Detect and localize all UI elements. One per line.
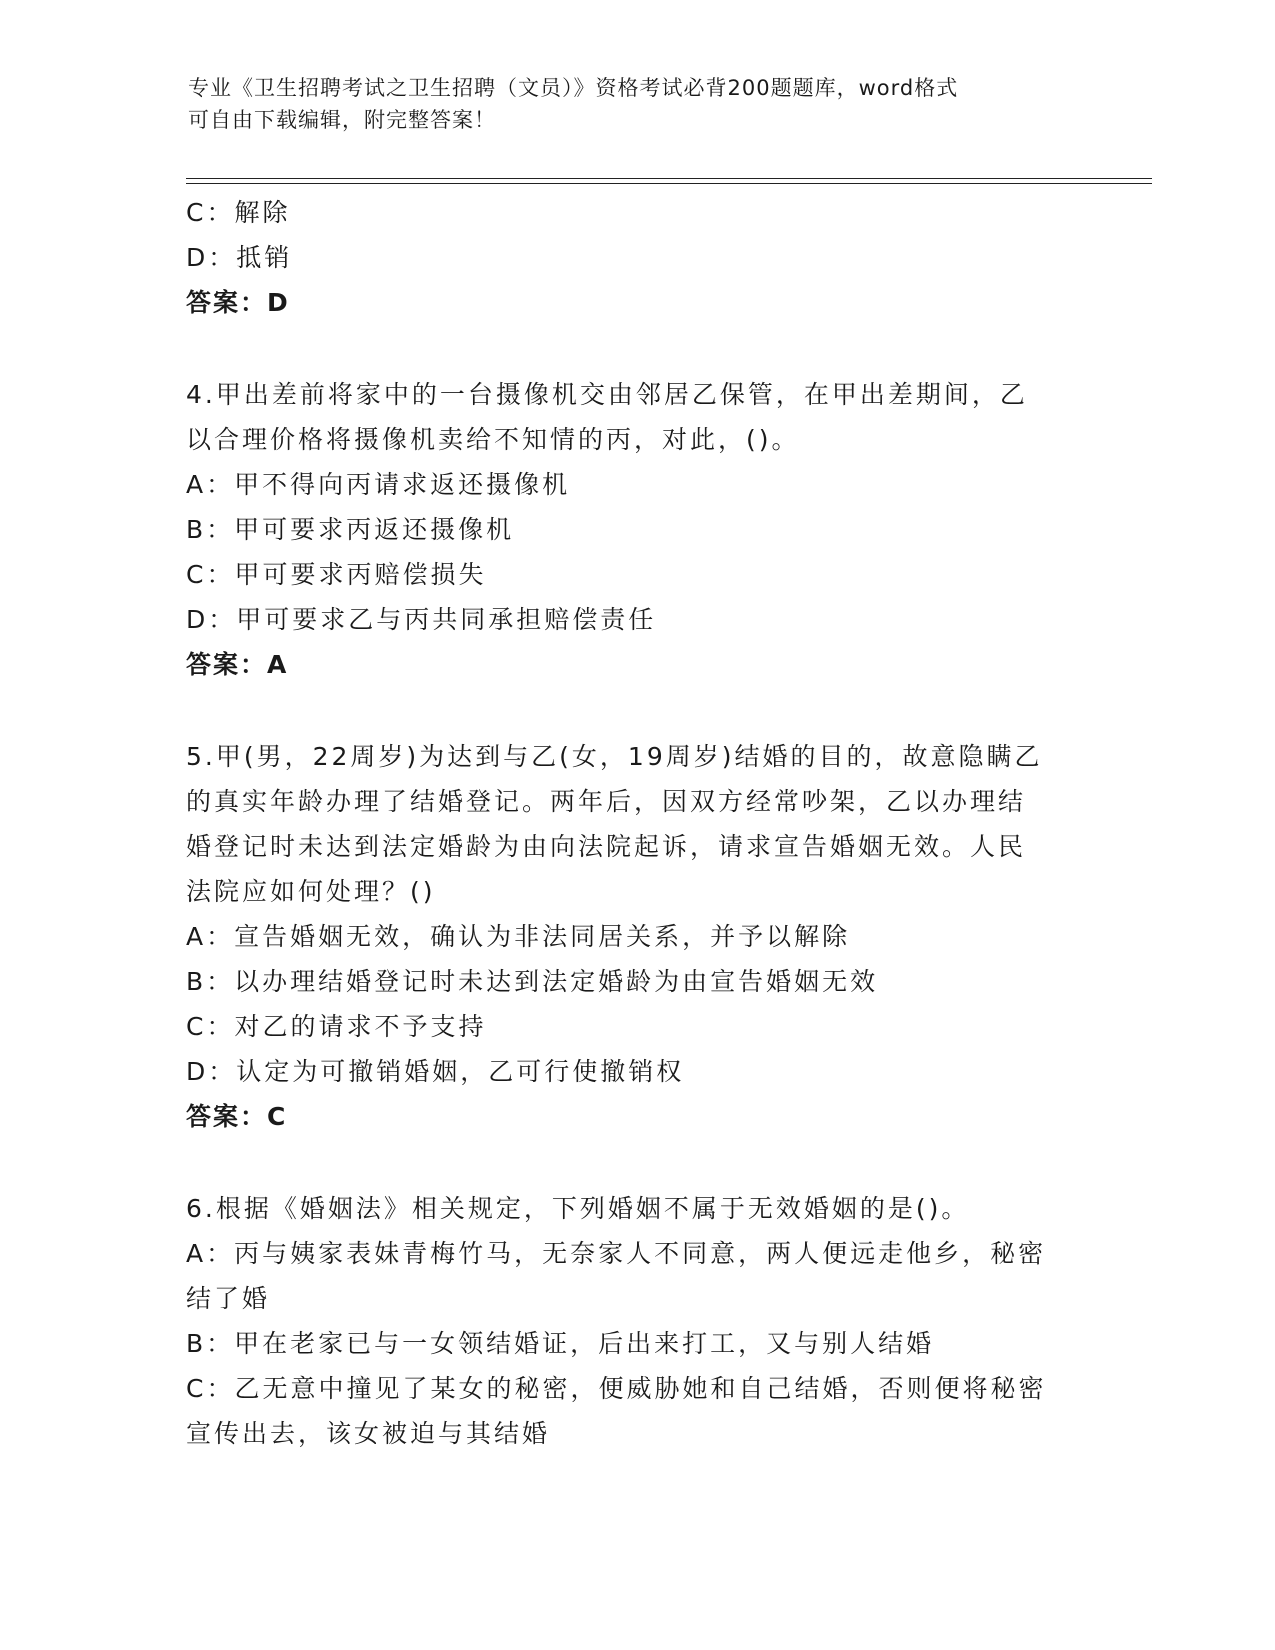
question-3-answer: 答案：D	[186, 288, 290, 317]
header-divider-bottom	[186, 183, 1152, 184]
question-6-option-c-line-2: 宣传出去，该女被迫与其结婚	[186, 1419, 551, 1448]
question-6-option-a-line-2: 结了婚	[186, 1284, 271, 1313]
question-5-stem-line-2: 的真实年龄办理了结婚登记。两年后，因双方经常吵架，乙以办理结	[186, 787, 1027, 816]
question-5-answer: 答案：C	[186, 1102, 288, 1131]
header-title-line-2: 可自由下载编辑，附完整答案！	[188, 108, 496, 132]
question-4	[186, 372, 1086, 687]
question-4-option-b: B：甲可要求丙返还摄像机	[186, 515, 515, 544]
question-3-option-d: D：抵销	[186, 243, 293, 272]
question-list	[186, 190, 1086, 1456]
question-6-stem-line-1: 6.根据《婚姻法》相关规定，下列婚姻不属于无效婚姻的是()。	[186, 1194, 970, 1223]
question-5-stem-line-3: 婚登记时未达到法定婚龄为由向法院起诉，请求宣告婚姻无效。人民	[186, 832, 1027, 861]
question-4-answer: 答案：A	[186, 650, 289, 679]
question-4-option-d: D：甲可要求乙与丙共同承担赔偿责任	[186, 605, 657, 634]
question-5	[186, 734, 1086, 1139]
question-4-option-a: A：甲不得向丙请求返还摄像机	[186, 470, 571, 499]
header-title-line-1: 专业《卫生招聘考试之卫生招聘（文员）》资格考试必背200题题库，word格式	[188, 76, 959, 100]
question-6-option-c-line-1: C：乙无意中撞见了某女的秘密，便威胁她和自己结婚，否则便将秘密	[186, 1374, 1047, 1403]
question-5-option-d: D：认定为可撤销婚姻，乙可行使撤销权	[186, 1057, 685, 1086]
question-6	[186, 1186, 1086, 1456]
question-5-option-a: A：宣告婚姻无效，确认为非法同居关系，并予以解除	[186, 922, 851, 951]
question-6-option-a-line-1: A：丙与姨家表妹青梅竹马，无奈家人不同意，两人便远走他乡，秘密	[186, 1239, 1047, 1268]
question-6-option-b: B：甲在老家已与一女领结婚证，后出来打工，又与别人结婚	[186, 1329, 935, 1358]
question-4-stem-line-2: 以合理价格将摄像机卖给不知情的丙，对此，()。	[186, 425, 800, 454]
question-4-option-c: C：甲可要求丙赔偿损失	[186, 560, 487, 589]
question-3-option-c: C：解除	[186, 198, 291, 227]
spacer	[186, 325, 1086, 372]
question-5-stem-line-4: 法院应如何处理？()	[186, 877, 436, 906]
question-5-option-c: C：对乙的请求不予支持	[186, 1012, 487, 1041]
spacer	[186, 1139, 1086, 1186]
question-5-stem-line-1: 5.甲(男，22周岁)为达到与乙(女，19周岁)结婚的目的，故意隐瞒乙	[186, 742, 1043, 771]
question-5-option-b: B：以办理结婚登记时未达到法定婚龄为由宣告婚姻无效	[186, 967, 879, 996]
question-3-tail	[186, 190, 1086, 325]
question-4-stem-line-1: 4.甲出差前将家中的一台摄像机交由邻居乙保管，在甲出差期间，乙	[186, 380, 1028, 409]
document-header	[188, 72, 1068, 136]
spacer	[186, 687, 1086, 734]
header-divider-top	[186, 178, 1152, 179]
